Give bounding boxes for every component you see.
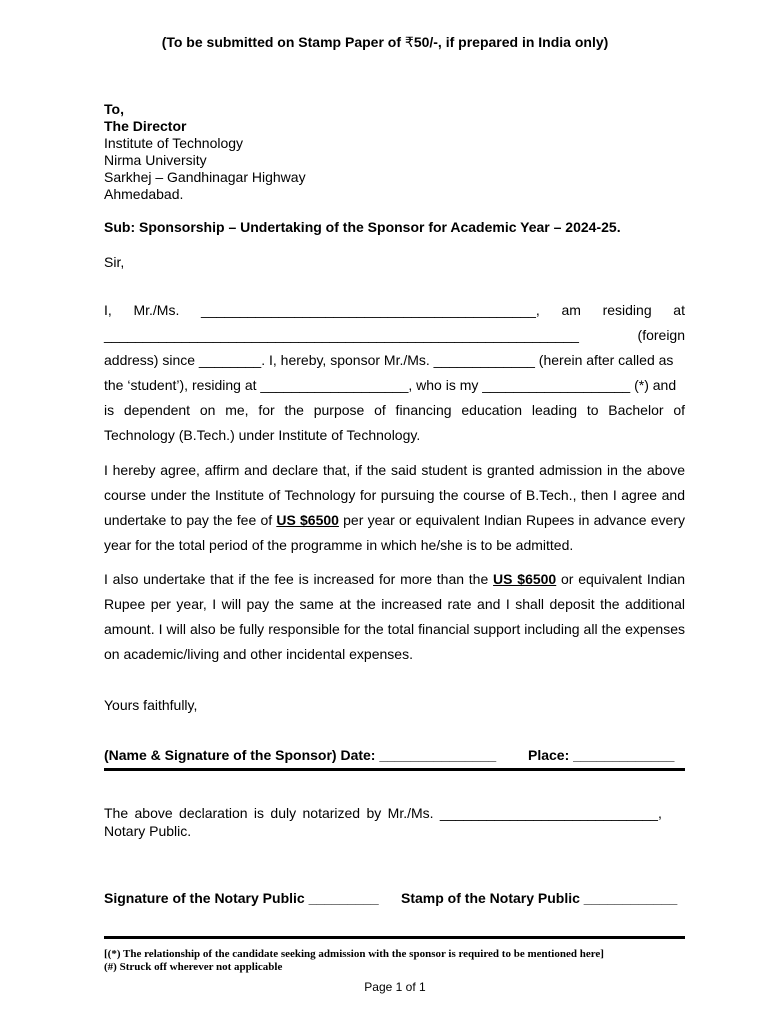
address-title: The Director bbox=[104, 118, 187, 134]
paragraph-text: I hereby agree, affirm and declare that, if the said student is granted admission in the above course under the Institute of Technology for pursuing the course of B.Tech., then I agree and undertake to pay the fee of bbox=[104, 462, 685, 528]
notary-stamp-line: Stamp of the Notary Public ____________ bbox=[401, 890, 678, 906]
closing: Yours faithfully, bbox=[104, 697, 198, 713]
fee-undertaking-paragraph bbox=[104, 458, 685, 558]
sponsor-details-paragraph bbox=[104, 298, 685, 448]
sponsor-signature-line: (Name & Signature of the Sponsor) Date: _______________ bbox=[104, 747, 497, 763]
notary-declaration-text: The above declaration is duly notarized by Mr./Ms. ____________________________, bbox=[104, 805, 662, 821]
stamp-note-text: (To be submitted on Stamp Paper of bbox=[161, 34, 405, 50]
address-block bbox=[104, 101, 306, 203]
paragraph-text: per year or equivalent Indian Rupees in advance every year for the total period of the programme in which he/she is to be admitted. bbox=[104, 512, 685, 553]
foreign-address-blank: _____________________________________________________________ bbox=[104, 327, 579, 343]
paragraph-row: address) since ________. I, hereby, sponsor Mr./Ms. _____________ (herein after called as bbox=[104, 352, 674, 368]
rupee-symbol: ₹ bbox=[404, 34, 414, 50]
page-number: Page 1 of 1 bbox=[364, 980, 426, 994]
subject-line: Sub: Sponsorship – Undertaking of the Sponsor for Academic Year – 2024-25. bbox=[104, 219, 621, 235]
text-segment: (foreign bbox=[637, 327, 685, 343]
paragraph-text: or equivalent Indian Rupee per year, I will pay the same at the increased rate and I shall deposit the additional amount. I will also be fully responsible for the total financial support including all the expenses on academic/living and other incidental expenses. bbox=[104, 571, 685, 662]
fee-amount: US $6500 bbox=[493, 571, 557, 587]
stamp-note-amount: 50/-, if prepared in India only) bbox=[413, 34, 609, 50]
notary-public-label: Notary Public. bbox=[104, 823, 192, 839]
footnotes bbox=[104, 948, 604, 974]
paragraph-row bbox=[104, 298, 685, 323]
address-to: To, bbox=[104, 101, 124, 117]
paragraph-row: the ‘student’), residing at ___________________, who is my ___________________ (*) and bbox=[104, 377, 677, 393]
text-segment: I, bbox=[104, 302, 112, 318]
sponsor-name-blank: ___________________________________________, bbox=[201, 302, 540, 318]
fee-amount: US $6500 bbox=[276, 512, 339, 528]
text-segment: am bbox=[561, 302, 581, 318]
address-line: Ahmedabad. bbox=[104, 186, 184, 202]
stamp-paper-note bbox=[0, 34, 770, 51]
text-segment: residing bbox=[602, 302, 652, 318]
salutation: Sir, bbox=[104, 254, 125, 270]
paragraph-row: Technology (B.Tech.) under Institute of Technology. bbox=[104, 427, 421, 443]
address-line: Institute of Technology bbox=[104, 135, 244, 151]
divider bbox=[104, 936, 685, 939]
address-line: Sarkhej – Gandhinagar Highway bbox=[104, 169, 306, 185]
place-field: Place: _____________ bbox=[528, 747, 675, 763]
footnote: (#) Struck off wherever not applicable bbox=[104, 961, 283, 973]
paragraph-row bbox=[104, 323, 685, 348]
fee-increase-paragraph bbox=[104, 567, 685, 667]
address-line: Nirma University bbox=[104, 152, 207, 168]
paragraph-text: I also undertake that if the fee is increased for more than the bbox=[104, 571, 494, 587]
footnote: [(*) The relationship of the candidate seeking admission with the sponsor is required to be mentioned here] bbox=[104, 948, 604, 960]
text-segment: Mr./Ms. bbox=[133, 302, 180, 318]
paragraph-row: is dependent on me, for the purpose of financing education leading to Bachelor of bbox=[104, 402, 685, 418]
notary-declaration bbox=[104, 805, 685, 821]
notary-signature-line: Signature of the Notary Public _________ bbox=[104, 890, 379, 906]
divider bbox=[104, 768, 685, 771]
text-segment: at bbox=[673, 302, 685, 318]
